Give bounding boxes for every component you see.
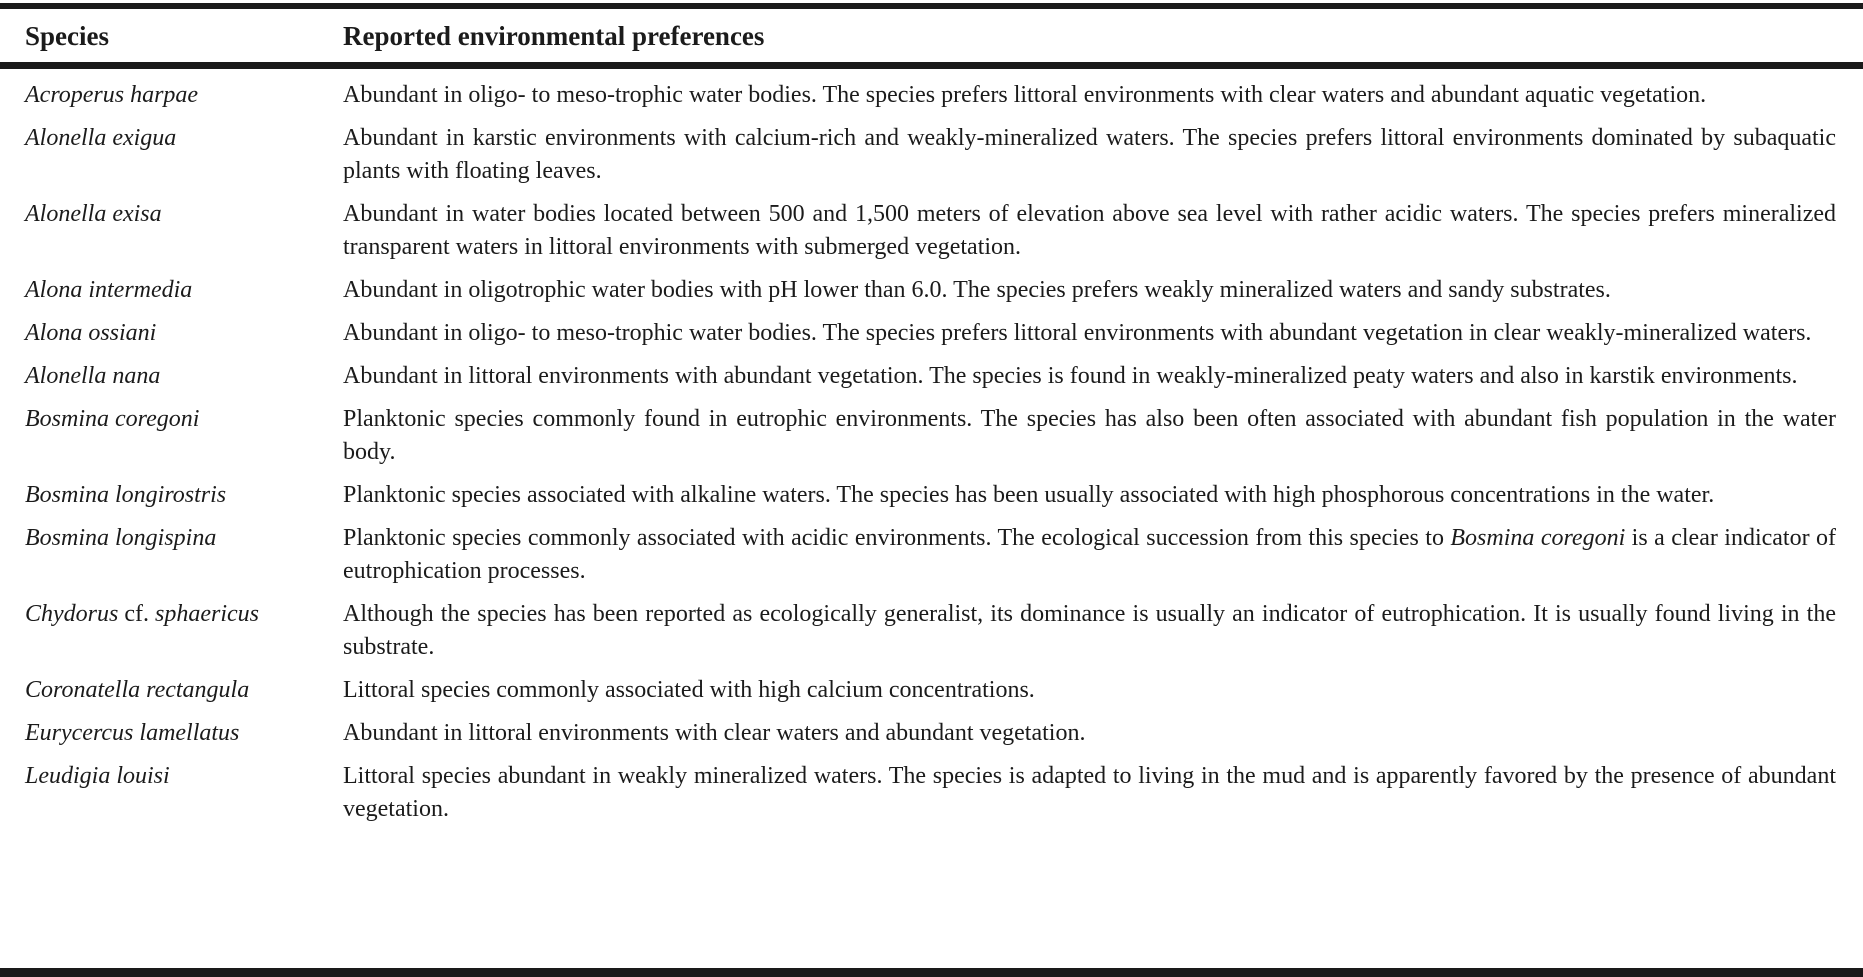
species-name-segment: Alonella exisa [25,201,162,227]
description-cell [343,717,1836,750]
table-row [0,469,1863,512]
column-header-preferences: Reported environmental preferences [343,21,765,51]
species-name-segment: Chydorus [25,601,125,627]
description-text-segment: Abundant in oligo- to meso-trophic water bodies. The species prefers littoral environments with abundant vegetation in clear weakly-mineralized waters. [343,320,1812,346]
species-name-segment: Acroperus harpae [25,82,199,108]
species-cell [25,522,343,588]
description-cell [343,760,1836,826]
description-cell [343,479,1836,512]
description-cell [343,674,1836,707]
description-cell [343,79,1836,112]
species-name-segment: Bosmina longispina [25,525,217,551]
table-rows [0,69,1863,826]
description-text-segment: Although the species has been reported as ecologically generalist, its dominance is usually an indicator of eutrophication. It is usually found living in the substrate. [343,601,1836,660]
description-text-segment: is a clear indicator of eutrophication processes. [343,525,1837,584]
description-text-segment: Planktonic species commonly found in eutrophic environments. The species has also been often associated with abundant fish population in the water body. [343,406,1836,465]
table-bottom-rule [0,968,1863,977]
table-row [0,69,1863,112]
description-text-segment: Littoral species commonly associated with high calcium concentrations. [343,677,1035,703]
description-text-segment: Abundant in littoral environments with abundant vegetation. The species is found in weakly-mineralized peaty waters and also in karstik environments. [343,363,1798,389]
species-cell [25,274,343,307]
table-row [0,512,1863,588]
description-text-segment: Planktonic species associated with alkaline waters. The species has been usually associated with high phosphorous concentrations in the water. [343,482,1715,508]
species-qualifier-segment: cf. [124,601,155,627]
description-cell [343,122,1836,188]
species-cell [25,360,343,393]
species-name-segment: Alonella exigua [25,125,177,151]
species-name-segment: Eurycercus lamellatus [25,720,240,746]
description-cell [343,360,1836,393]
species-cell [25,198,343,264]
table-row [0,707,1863,750]
table-header-row [0,9,1863,62]
description-cell [343,274,1836,307]
species-cell [25,79,343,112]
species-cell [25,760,343,826]
species-cell [25,403,343,469]
table-row [0,264,1863,307]
species-cell [25,717,343,750]
table-row [0,664,1863,707]
species-cell [25,317,343,350]
description-text-segment: Planktonic species commonly associated with acidic environments. The ecological succession from this species to [343,525,1451,551]
table-row [0,750,1863,826]
table-row [0,188,1863,264]
header-divider-rule [0,62,1863,69]
description-text-segment: Abundant in water bodies located between 500 and 1,500 meters of elevation above sea level with rather acidic waters. The species prefers mineralized transparent waters in littoral environments with submerged vegetation. [343,201,1836,260]
table-row [0,307,1863,350]
species-name-segment: Coronatella rectangula [25,677,250,703]
description-text-segment: Abundant in littoral environments with clear waters and abundant vegetation. [343,720,1086,746]
description-cell [343,598,1836,664]
species-name-segment: sphaericus [155,601,259,627]
species-name-segment: Alonella nana [25,363,161,389]
column-header-species: Species [25,21,109,51]
description-cell [343,198,1836,264]
description-text-segment: Abundant in karstic environments with calcium-rich and weakly-mineralized waters. The species prefers littoral environments dominated by subaquatic plants with floating leaves. [343,125,1836,184]
description-cell [343,317,1836,350]
species-cell [25,122,343,188]
table-row [0,393,1863,469]
species-name-segment: Leudigia louisi [25,763,170,789]
table-row [0,112,1863,188]
description-cell [343,403,1836,469]
species-cell [25,598,343,664]
description-text-segment: Abundant in oligotrophic water bodies with pH lower than 6.0. The species prefers weakly mineralized waters and sandy substrates. [343,277,1611,303]
species-name-segment: Bosmina longirostris [25,482,227,508]
species-cell [25,479,343,512]
inline-species-name-segment: Bosmina coregoni [1450,525,1626,551]
species-cell [25,674,343,707]
table-row [0,350,1863,393]
description-text-segment: Littoral species abundant in weakly mineralized waters. The species is adapted to living in the mud and is apparently favored by the presence of abundant vegetation. [343,763,1836,822]
description-cell [343,522,1836,588]
species-name-segment: Alona intermedia [25,277,193,303]
table-row [0,588,1863,664]
description-text-segment: Abundant in oligo- to meso-trophic water bodies. The species prefers littoral environments with clear waters and abundant aquatic vegetation. [343,82,1707,108]
species-name-segment: Bosmina coregoni [25,406,200,432]
species-name-segment: Alona ossiani [25,320,157,346]
